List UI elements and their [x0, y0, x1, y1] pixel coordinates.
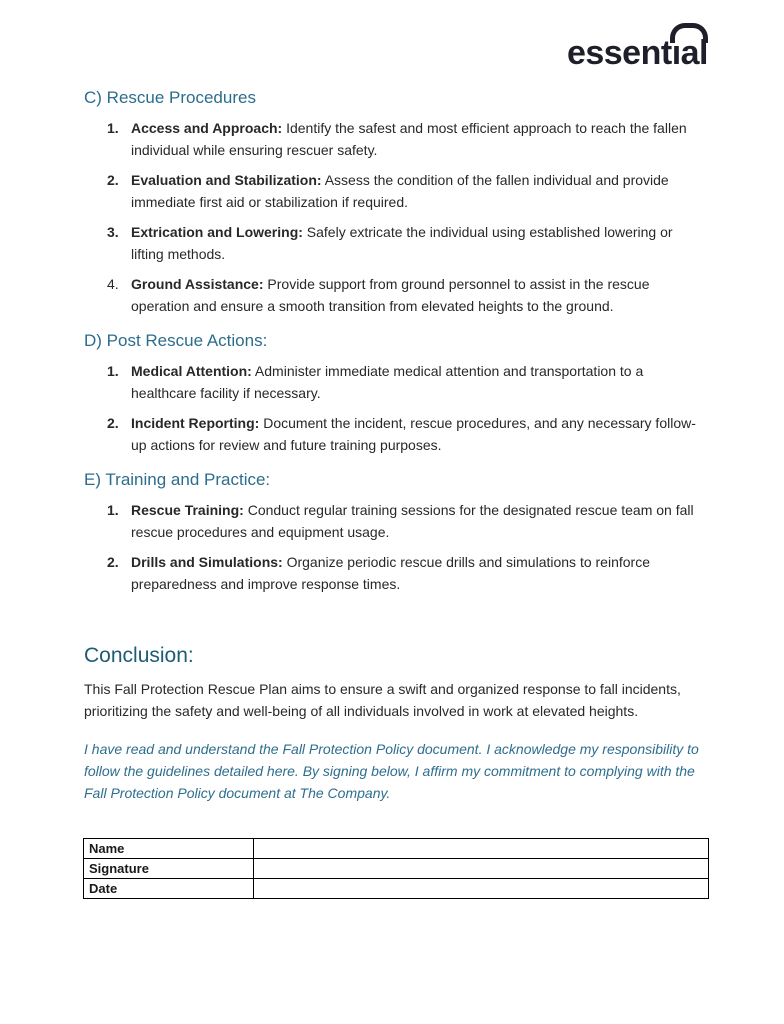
rescue-procedures-list	[84, 118, 706, 317]
table-row-signature	[84, 859, 709, 879]
list-item-text: Safely extricate the individual using established lowering or lifting methods.	[131, 224, 673, 262]
training-and-practice-list	[84, 500, 706, 595]
list-item-text: Document the incident, rescue procedures, and any necessary follow-up actions for review and future training purposes.	[131, 415, 696, 453]
table-row-name	[84, 839, 709, 859]
list-item-label: Ground Assistance:	[131, 276, 264, 292]
list-item-label: Rescue Training:	[131, 502, 244, 518]
list-number: 1.	[107, 502, 119, 518]
list-item	[84, 552, 706, 595]
list-item-label: Medical Attention:	[131, 363, 252, 379]
list-item	[84, 500, 706, 543]
list-item-label: Evaluation and Stabilization:	[131, 172, 322, 188]
list-number: 2.	[107, 554, 119, 570]
list-item-text: Identify the safest and most efficient approach to reach the fallen individual while ensuring rescuer safety.	[131, 120, 687, 158]
list-item-text: Conduct regular training sessions for the designated rescue team on fall rescue procedures and equipment usage.	[131, 502, 694, 540]
list-item-text: Organize periodic rescue drills and simulations to reinforce preparedness and improve response times.	[131, 554, 650, 592]
signature-label-cell: Signature	[84, 859, 254, 879]
list-item-text: Administer immediate medical attention and transportation to a healthcare facility if necessary.	[131, 363, 644, 401]
list-number: 1.	[107, 363, 119, 379]
section-heading-training-and-practice: E) Training and Practice:	[84, 470, 271, 489]
list-item	[84, 361, 706, 404]
list-item-text: Assess the condition of the fallen individual and provide immediate first aid or stabilization if required.	[131, 172, 669, 210]
list-item-label: Incident Reporting:	[131, 415, 260, 431]
bag-handle-arch-icon	[670, 23, 708, 43]
date-label-cell: Date	[84, 879, 254, 899]
conclusion-heading: Conclusion:	[84, 644, 194, 667]
section-heading-post-rescue-actions: D) Post Rescue Actions:	[84, 331, 268, 350]
post-rescue-actions-list	[84, 361, 706, 456]
acknowledgement-paragraph: I have read and understand the Fall Protection Policy document. I acknowledge my responsibility to follow the guidelines detailed here. By signing below, I affirm my commitment to complying with the Fall Protection Policy document at The Company.	[84, 741, 699, 801]
list-item	[84, 274, 706, 317]
list-number: 1.	[107, 120, 119, 136]
conclusion-paragraph: This Fall Protection Rescue Plan aims to ensure a swift and organized response to fall incidents, prioritizing the safety and well-being of all individuals involved in work at elevated heights.	[84, 681, 681, 719]
list-number: 4.	[107, 276, 119, 292]
logo-text-right: l	[699, 34, 708, 72]
list-item-label: Access and Approach:	[131, 120, 283, 136]
signature-table	[83, 838, 709, 899]
section-heading-rescue-procedures: C) Rescue Procedures	[84, 88, 256, 107]
document-content	[84, 88, 706, 899]
list-number: 3.	[107, 224, 119, 240]
date-value-cell[interactable]	[254, 879, 709, 899]
essential-logo	[567, 36, 708, 70]
logo-text-mid: ıa	[672, 36, 699, 70]
list-item	[84, 222, 706, 265]
list-item-text: Provide support from ground personnel to assist in the rescue operation and ensure a smooth transition from elevated heights to the ground.	[131, 276, 650, 314]
signature-value-cell[interactable]	[254, 859, 709, 879]
list-item	[84, 413, 706, 456]
table-row-date	[84, 879, 709, 899]
list-item	[84, 170, 706, 213]
list-item-label: Extrication and Lowering:	[131, 224, 303, 240]
list-item	[84, 118, 706, 161]
name-label-cell: Name	[84, 839, 254, 859]
list-number: 2.	[107, 415, 119, 431]
list-number: 2.	[107, 172, 119, 188]
logo-text-left: essent	[566, 34, 672, 72]
name-value-cell[interactable]	[254, 839, 709, 859]
list-item-label: Drills and Simulations:	[131, 554, 283, 570]
